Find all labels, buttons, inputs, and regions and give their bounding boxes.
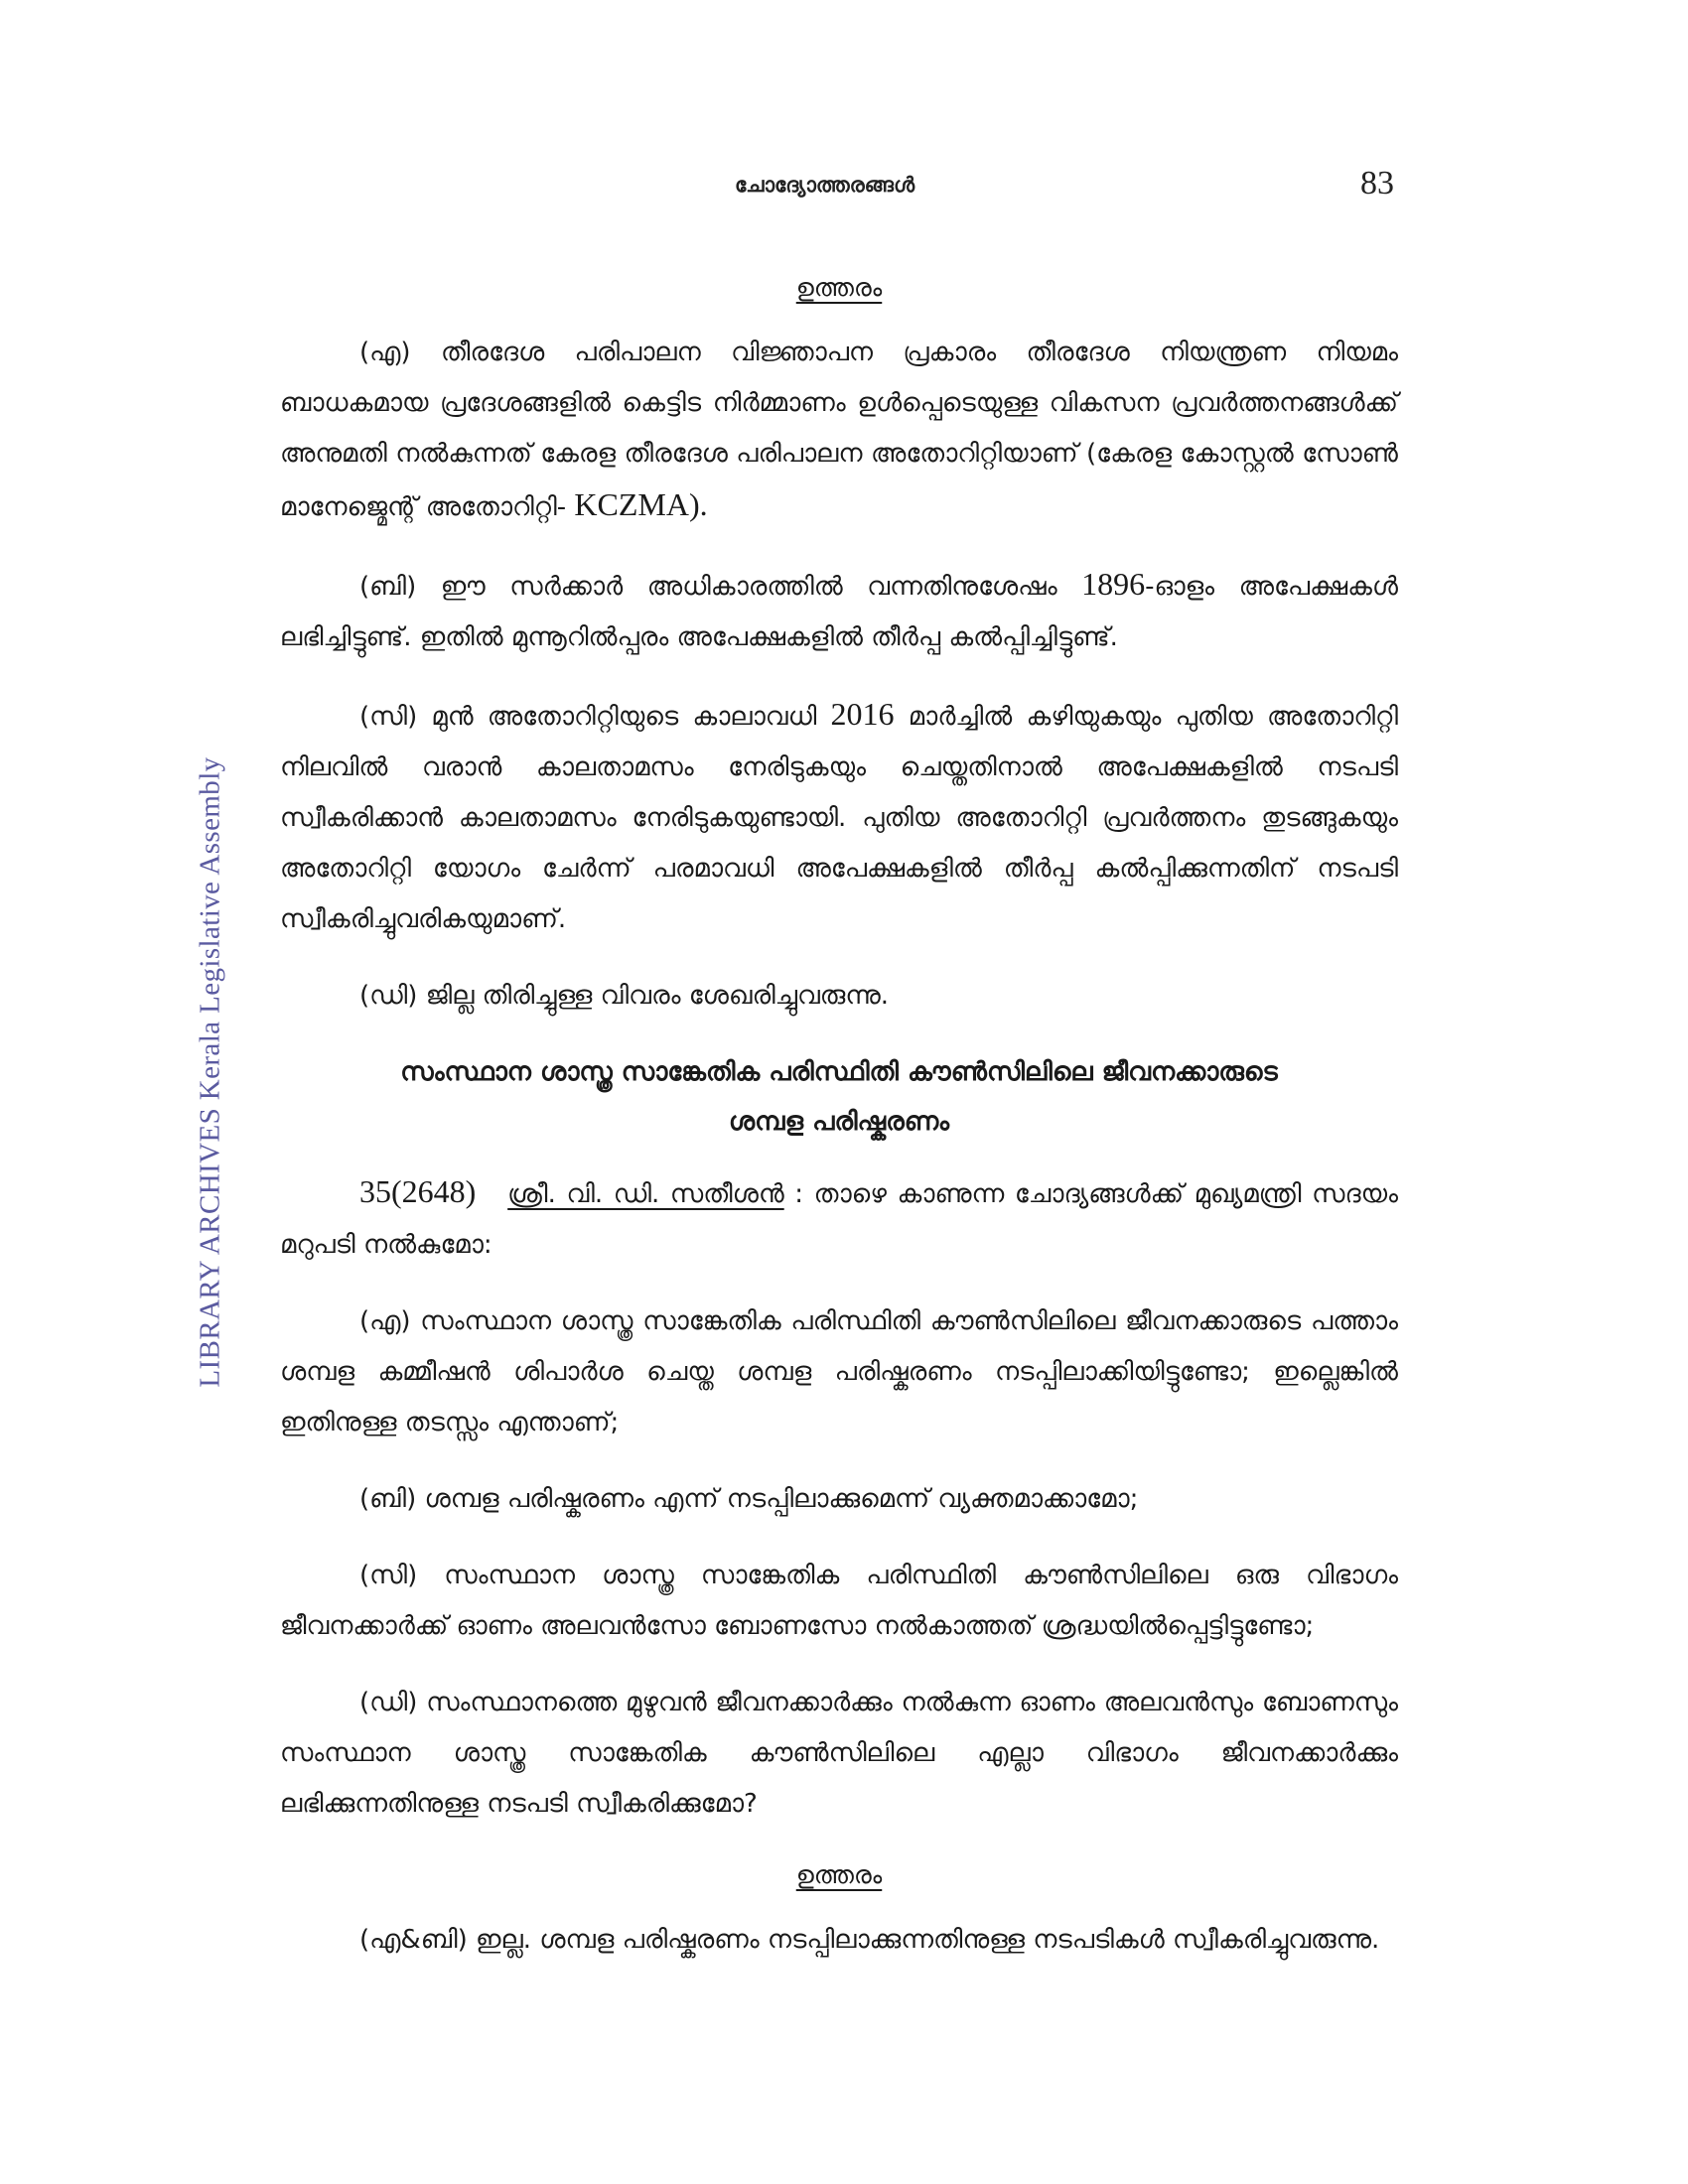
question-title-line-2: ശമ്പള പരിഷ്കരണം <box>728 1107 950 1137</box>
question-intro <box>280 1166 1398 1271</box>
answer-heading-2: ഉത്തരം <box>795 1860 883 1889</box>
running-header <box>0 165 1688 218</box>
question-number: 35(2648) <box>359 1173 477 1209</box>
question-member: ശ്രീ. വി. ഡി. സതീശൻ <box>507 1179 784 1209</box>
answer-part-c-text-2: മാർച്ചിൽ കഴിയുകയും പുതിയ അതോറിറ്റി നിലവിൽ വരാൻ കാലതാമസം നേരിടുകയും ചെയ്തതിനാൽ അപേക്ഷകളിൽ നടപടി സ്വീകരിക്കാൻ കാലതാമസം നേരിടുകയുണ്ടായി. പുതിയ അതോറിറ്റി പ്രവർത്തനം തുടങ്ങുകയും അതോറിറ്റി യോഗം ചേർന്ന് പരമാവധി അപേക്ഷകളിൽ തീർപ്പ കൽപ്പിക്കുന്നതിന് നടപടി സ്വീകരിച്ചുവരികയുമാണ്. <box>280 702 1398 934</box>
question-part-c: (സി) സംസ്ഥാന ശാസ്ത്ര സാങ്കേതിക പരിസ്ഥിതി കൗൺസിലിലെ ഒരു വിഭാഗം ജീവനക്കാർക്ക് ഓണം അലവൻസോ ബോണസോ നൽകാത്തത് ശ്രദ്ധയിൽപ്പെട്ടിട്ടുണ്ടോ; <box>280 1561 1398 1641</box>
answer-part-a-acronym: KCZMA). <box>574 486 708 522</box>
page-number: 83 <box>1360 165 1394 202</box>
answer-part-c-year: 2016 <box>830 696 895 732</box>
answer-part-b-text-1: (ബി) ഈ സർക്കാർ അധികാരത്തിൽ വന്നതിനുശേഷം <box>359 572 1082 602</box>
archive-watermark: LIBRARY ARCHIVES Kerala Legislative Assembly <box>194 756 226 1388</box>
answer-part-a-text: (എ) തീരദേശ പരിപാലന വിജ്ഞാപന പ്രകാരം തീരദേശ നിയന്ത്രണ നിയമം ബാധകമായ പ്രദേശങ്ങളിൽ കെട്ടിട നിർമ്മാണം ഉൾപ്പെടെയുള്ള വികസന പ്രവർത്തനങ്ങൾക്ക് അനുമതി നൽകുന്നത് കേരള തീരദേശ പരിപാലന അതോറിറ്റിയാണ് (കേരള കോസ്റ്റൽ സോൺ മാനേജ്മെന്റ് അതോറിറ്റി- <box>280 338 1398 522</box>
answer-part-b-text-2: -ഓളം അപേക്ഷകൾ ലഭിച്ചിട്ടുണ്ട്. ഇതിൽ മുന്നൂറിൽപ്പരം അപേക്ഷകളിൽ തീർപ്പ കൽപ്പിച്ചിട്ടുണ്ട്. <box>280 572 1398 652</box>
question-part-b: (ബി) ശമ്പള പരിഷ്കരണം എന്ന് നടപ്പിലാക്കുമെന്ന് വ്യക്തമാക്കാമോ; <box>359 1484 1139 1514</box>
answer-heading: ഉത്തരം <box>795 273 883 302</box>
answer-part-a <box>280 328 1398 533</box>
running-title: ചോദ്യോത്തരങ്ങൾ <box>735 173 915 197</box>
answer-part-b-count: 1896 <box>1081 566 1146 602</box>
answer-part-c <box>280 689 1398 945</box>
question-part-a: (എ) സംസ്ഥാന ശാസ്ത്ര സാങ്കേതിക പരിസ്ഥിതി കൗൺസിലിലെ ജീവനക്കാരുടെ പത്താം ശമ്പള കമ്മീഷൻ ശിപാർശ ചെയ്ത ശമ്പള പരിഷ്കരണം നടപ്പിലാക്കിയിട്ടുണ്ടോ; ഇല്ലെങ്കിൽ ഇതിനുള്ള തടസ്സം എന്താണ്; <box>280 1306 1398 1437</box>
question-intro-text: : താഴെ കാണുന്ന ചോദ്യങ്ങൾക്ക് മുഖ്യമന്ത്രി സദയം മറുപടി നൽകുമോ: <box>280 1179 1399 1260</box>
question-title-line-1: സംസ്ഥാന ശാസ്ത്ര സാങ്കേതിക പരിസ്ഥിതി കൗൺസിലിലെ ജീവനക്കാരുടെ <box>400 1057 1278 1087</box>
answer-2-part-ab: (എ&ബി) ഇല്ല. ശമ്പള പരിഷ്കരണം നടപ്പിലാക്കുന്നതിനുള്ള നടപടികൾ സ്വീകരിച്ചുവരുന്നു. <box>359 1925 1380 1955</box>
question-part-d: (ഡി) സംസ്ഥാനത്തെ മുഴുവൻ ജീവനക്കാർക്കും നൽകുന്ന ഓണം അലവൻസും ബോണസും സംസ്ഥാന ശാസ്ത്ര സാങ്കേതിക കൗൺസിലിലെ എല്ലാ വിഭാഗം ജീവനക്കാർക്കും ലഭിക്കുന്നതിനുള്ള നടപടി സ്വീകരിക്കുമോ? <box>280 1688 1398 1819</box>
answer-part-b <box>280 559 1398 663</box>
question-title <box>280 1047 1398 1147</box>
answer-part-c-text-1: (സി) മുൻ അതോറിറ്റിയുടെ കാലാവധി <box>359 702 831 732</box>
page-body <box>280 268 1398 1991</box>
answer-part-d: (ഡി) ജില്ല തിരിച്ചുള്ള വിവരം ശേഖരിച്ചുവരുന്നു. <box>359 981 890 1011</box>
